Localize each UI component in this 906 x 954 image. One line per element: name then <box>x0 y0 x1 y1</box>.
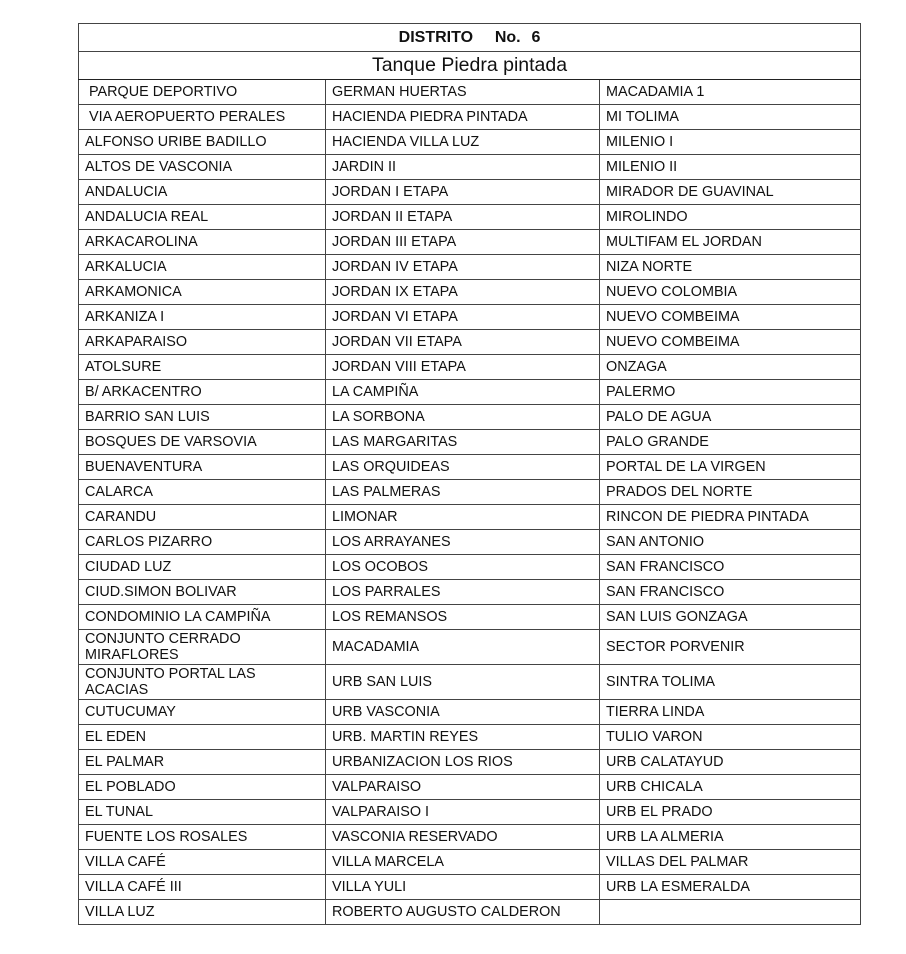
table-cell <box>600 355 861 380</box>
table-cell <box>326 580 600 605</box>
table-row <box>79 825 861 850</box>
cell-text: CONJUNTO CERRADO MIRAFLORES <box>85 631 241 663</box>
table-row <box>79 775 861 800</box>
cell-text: CONJUNTO PORTAL LAS ACACIAS <box>85 666 256 698</box>
table-cell <box>79 750 326 775</box>
cell-text: URB EL PRADO <box>606 803 713 820</box>
cell-text: BOSQUES DE VARSOVIA <box>85 433 257 450</box>
cell-text: CIUD.SIMON BOLIVAR <box>85 583 237 600</box>
cell-text: SECTOR PORVENIR <box>606 638 745 655</box>
table-cell <box>79 380 326 405</box>
table-cell <box>79 555 326 580</box>
table-row <box>79 900 861 925</box>
table-cell <box>600 130 861 155</box>
table-cell <box>79 255 326 280</box>
table-cell <box>600 875 861 900</box>
cell-text: JORDAN VI ETAPA <box>332 308 458 325</box>
table-cell <box>600 850 861 875</box>
table-cell <box>600 700 861 725</box>
cell-text: LAS PALMERAS <box>332 483 441 500</box>
cell-text: URB. MARTIN REYES <box>332 728 479 745</box>
table-cell <box>79 305 326 330</box>
cell-text: LOS ARRAYANES <box>332 533 451 550</box>
cell-text: HACIENDA PIEDRA PINTADA <box>332 108 528 125</box>
district-document <box>78 23 860 925</box>
table-cell <box>79 875 326 900</box>
table-cell <box>79 230 326 255</box>
cell-text: VASCONIA RESERVADO <box>332 828 498 845</box>
table-row <box>79 155 861 180</box>
table-cell <box>600 105 861 130</box>
cell-text: LAS MARGARITAS <box>332 433 458 450</box>
cell-text: NUEVO COMBEIMA <box>606 333 740 350</box>
table-cell <box>326 405 600 430</box>
cell-text: ALFONSO URIBE BADILLO <box>85 133 267 150</box>
cell-text: ARKACAROLINA <box>85 233 198 250</box>
cell-text: ARKANIZA I <box>85 308 165 325</box>
table-cell <box>600 280 861 305</box>
cell-text: VILLA MARCELA <box>332 853 444 870</box>
cell-text: VILLA YULI <box>332 878 407 895</box>
cell-text: LOS PARRALES <box>332 583 441 600</box>
table-cell <box>600 80 861 105</box>
table-cell <box>326 205 600 230</box>
table-cell <box>79 630 326 665</box>
table-cell <box>600 800 861 825</box>
table-row <box>79 180 861 205</box>
cell-text: LAS ORQUIDEAS <box>332 458 450 475</box>
table-cell <box>600 775 861 800</box>
table-cell <box>600 205 861 230</box>
cell-text: PORTAL DE LA VIRGEN <box>606 458 766 475</box>
table-cell <box>326 180 600 205</box>
table-row <box>79 630 861 665</box>
table-cell <box>326 900 600 925</box>
cell-text: TIERRA LINDA <box>606 703 705 720</box>
cell-text: VILLAS DEL PALMAR <box>606 853 749 870</box>
cell-text: PALO GRANDE <box>606 433 709 450</box>
cell-text: JORDAN III ETAPA <box>332 233 457 250</box>
table-cell <box>600 825 861 850</box>
table-cell <box>326 530 600 555</box>
table-cell <box>600 605 861 630</box>
table-row <box>79 605 861 630</box>
table-cell <box>600 405 861 430</box>
table-cell <box>326 330 600 355</box>
table-cell <box>79 605 326 630</box>
table-cell <box>600 505 861 530</box>
table-cell <box>326 725 600 750</box>
cell-text: LOS OCOBOS <box>332 558 428 575</box>
cell-text: ALTOS DE VASCONIA <box>85 158 233 175</box>
tank-subtitle: Tanque Piedra pintada <box>79 52 861 80</box>
cell-text: MACADAMIA <box>332 638 420 655</box>
table-cell <box>600 230 861 255</box>
table-cell <box>326 875 600 900</box>
cell-text: JARDIN II <box>332 158 396 175</box>
table-row <box>79 205 861 230</box>
table-cell <box>600 480 861 505</box>
cell-text: B/ ARKACENTRO <box>85 383 202 400</box>
table-cell <box>79 130 326 155</box>
cell-text: MIROLINDO <box>606 208 688 225</box>
table-cell <box>326 255 600 280</box>
table-cell <box>79 505 326 530</box>
table-cell <box>326 155 600 180</box>
table-cell <box>79 430 326 455</box>
table-row <box>79 505 861 530</box>
table-cell <box>79 580 326 605</box>
cell-text: JORDAN VII ETAPA <box>332 333 462 350</box>
table-cell <box>79 700 326 725</box>
cell-text: ANDALUCIA <box>85 183 168 200</box>
table-cell <box>79 480 326 505</box>
table-cell <box>600 555 861 580</box>
cell-text: MULTIFAM EL JORDAN <box>606 233 762 250</box>
table-cell <box>326 750 600 775</box>
neighborhood-table <box>78 23 861 925</box>
table-cell <box>600 580 861 605</box>
cell-text: SAN FRANCISCO <box>606 583 725 600</box>
table-cell <box>326 665 600 700</box>
table-cell <box>600 900 861 925</box>
table-cell <box>600 665 861 700</box>
table-cell <box>326 700 600 725</box>
table-row <box>79 700 861 725</box>
cell-text: NUEVO COMBEIMA <box>606 308 740 325</box>
district-title: DISTRITO No. 6 <box>79 24 861 52</box>
cell-text: VALPARAISO I <box>332 803 430 820</box>
table-cell <box>600 380 861 405</box>
cell-text: SAN FRANCISCO <box>606 558 725 575</box>
table-cell <box>79 800 326 825</box>
cell-text: ROBERTO AUGUSTO CALDERON <box>332 903 561 920</box>
table-cell <box>79 530 326 555</box>
cell-text: ANDALUCIA REAL <box>85 208 209 225</box>
table-row <box>79 355 861 380</box>
cell-text: EL TUNAL <box>85 803 153 820</box>
cell-text: JORDAN IV ETAPA <box>332 258 458 275</box>
table-cell <box>79 850 326 875</box>
table-row <box>79 555 861 580</box>
table-row <box>79 230 861 255</box>
table-cell <box>326 230 600 255</box>
cell-text: URBANIZACION LOS RIOS <box>332 753 513 770</box>
cell-text: BUENAVENTURA <box>85 458 203 475</box>
cell-text: MI TOLIMA <box>606 108 680 125</box>
table-row <box>79 530 861 555</box>
table-cell <box>79 280 326 305</box>
cell-text: EL PALMAR <box>85 753 165 770</box>
table-cell <box>79 665 326 700</box>
cell-text: PRADOS DEL NORTE <box>606 483 753 500</box>
cell-text: BARRIO SAN LUIS <box>85 408 210 425</box>
cell-text: VILLA CAFÉ III <box>85 878 182 895</box>
cell-text: JORDAN I ETAPA <box>332 183 449 200</box>
table-cell <box>600 180 861 205</box>
cell-text: NIZA NORTE <box>606 258 693 275</box>
cell-text: MILENIO II <box>606 158 678 175</box>
table-cell <box>79 455 326 480</box>
table-row <box>79 455 861 480</box>
table-cell <box>326 825 600 850</box>
cell-text: SAN LUIS GONZAGA <box>606 608 748 625</box>
table-cell <box>326 105 600 130</box>
table-cell <box>79 405 326 430</box>
cell-text: CONDOMINIO LA CAMPIÑA <box>85 608 271 625</box>
table-cell <box>600 305 861 330</box>
table-cell <box>326 380 600 405</box>
cell-text: ARKALUCIA <box>85 258 167 275</box>
table-cell <box>326 480 600 505</box>
table-row <box>79 305 861 330</box>
cell-text: LA CAMPIÑA <box>332 383 419 400</box>
cell-text: LIMONAR <box>332 508 398 525</box>
table-cell <box>326 280 600 305</box>
cell-text: VILLA CAFÉ <box>85 853 166 870</box>
table-cell <box>79 80 326 105</box>
table-row <box>79 280 861 305</box>
table-cell <box>79 330 326 355</box>
table-cell <box>600 155 861 180</box>
district-title-row <box>79 24 861 52</box>
table-cell <box>79 155 326 180</box>
table-row <box>79 800 861 825</box>
table-row <box>79 580 861 605</box>
table-cell <box>326 630 600 665</box>
cell-text: CARANDU <box>85 508 157 525</box>
table-cell <box>79 825 326 850</box>
table-row <box>79 255 861 280</box>
table-cell <box>600 455 861 480</box>
cell-text: HACIENDA VILLA LUZ <box>332 133 480 150</box>
cell-text: CUTUCUMAY <box>85 703 176 720</box>
table-cell <box>79 775 326 800</box>
cell-text: LOS REMANSOS <box>332 608 448 625</box>
cell-text: URB CHICALA <box>606 778 703 795</box>
table-body <box>79 80 861 925</box>
table-row <box>79 430 861 455</box>
cell-text: EL POBLADO <box>85 778 176 795</box>
table-cell <box>79 180 326 205</box>
table-row <box>79 80 861 105</box>
table-row <box>79 750 861 775</box>
table-cell <box>79 205 326 230</box>
table-cell <box>326 305 600 330</box>
cell-text: CIUDAD LUZ <box>85 558 172 575</box>
tank-subtitle-row <box>79 52 861 80</box>
table-cell <box>600 330 861 355</box>
table-row <box>79 405 861 430</box>
table-cell <box>326 430 600 455</box>
table-cell <box>326 130 600 155</box>
table-row <box>79 850 861 875</box>
cell-text: ARKAPARAISO <box>85 333 188 350</box>
table-row <box>79 130 861 155</box>
cell-text: URB VASCONIA <box>332 703 440 720</box>
cell-text: FUENTE LOS ROSALES <box>85 828 248 845</box>
cell-text: VILLA LUZ <box>85 903 155 920</box>
cell-text: PALO DE AGUA <box>606 408 712 425</box>
cell-text: MILENIO I <box>606 133 674 150</box>
cell-text: PALERMO <box>606 383 676 400</box>
table-row <box>79 480 861 505</box>
table-cell <box>600 630 861 665</box>
cell-text: SINTRA TOLIMA <box>606 673 716 690</box>
table-cell <box>326 455 600 480</box>
table-cell <box>326 800 600 825</box>
cell-text: ATOLSURE <box>85 358 162 375</box>
table-cell <box>326 355 600 380</box>
table-row <box>79 875 861 900</box>
cell-text: URB CALATAYUD <box>606 753 724 770</box>
table-row <box>79 665 861 700</box>
table-cell <box>600 255 861 280</box>
cell-text: GERMAN HUERTAS <box>332 83 467 100</box>
cell-text: URB LA ESMERALDA <box>606 878 750 895</box>
table-row <box>79 380 861 405</box>
table-cell <box>79 725 326 750</box>
cell-text: RINCON DE PIEDRA PINTADA <box>606 508 809 525</box>
cell-text: VIA AEROPUERTO PERALES <box>89 108 286 125</box>
table-row <box>79 105 861 130</box>
cell-text: SAN ANTONIO <box>606 533 705 550</box>
cell-text: CARLOS PIZARRO <box>85 533 213 550</box>
table-cell <box>326 555 600 580</box>
cell-text: ONZAGA <box>606 358 667 375</box>
table-cell <box>326 80 600 105</box>
cell-text: PARQUE DEPORTIVO <box>89 83 238 100</box>
table-cell <box>600 725 861 750</box>
table-cell <box>326 605 600 630</box>
table-cell <box>326 505 600 530</box>
table-cell <box>326 850 600 875</box>
table-cell <box>79 105 326 130</box>
cell-text: JORDAN II ETAPA <box>332 208 453 225</box>
cell-text: URB SAN LUIS <box>332 673 432 690</box>
cell-text: MIRADOR DE GUAVINAL <box>606 183 774 200</box>
cell-text: JORDAN IX ETAPA <box>332 283 458 300</box>
cell-text: CALARCA <box>85 483 153 500</box>
cell-text: MACADAMIA 1 <box>606 83 705 100</box>
table-cell <box>600 530 861 555</box>
cell-text: TULIO VARON <box>606 728 703 745</box>
cell-text: LA SORBONA <box>332 408 425 425</box>
table-cell <box>600 430 861 455</box>
table-cell <box>79 355 326 380</box>
cell-text: ARKAMONICA <box>85 283 182 300</box>
table-cell <box>600 750 861 775</box>
table-row <box>79 725 861 750</box>
cell-text: URB LA ALMERIA <box>606 828 724 845</box>
table-cell <box>79 900 326 925</box>
cell-text: EL EDEN <box>85 728 147 745</box>
cell-text: VALPARAISO <box>332 778 422 795</box>
cell-text: JORDAN VIII ETAPA <box>332 358 466 375</box>
table-cell <box>326 775 600 800</box>
table-row <box>79 330 861 355</box>
cell-text: NUEVO COLOMBIA <box>606 283 738 300</box>
